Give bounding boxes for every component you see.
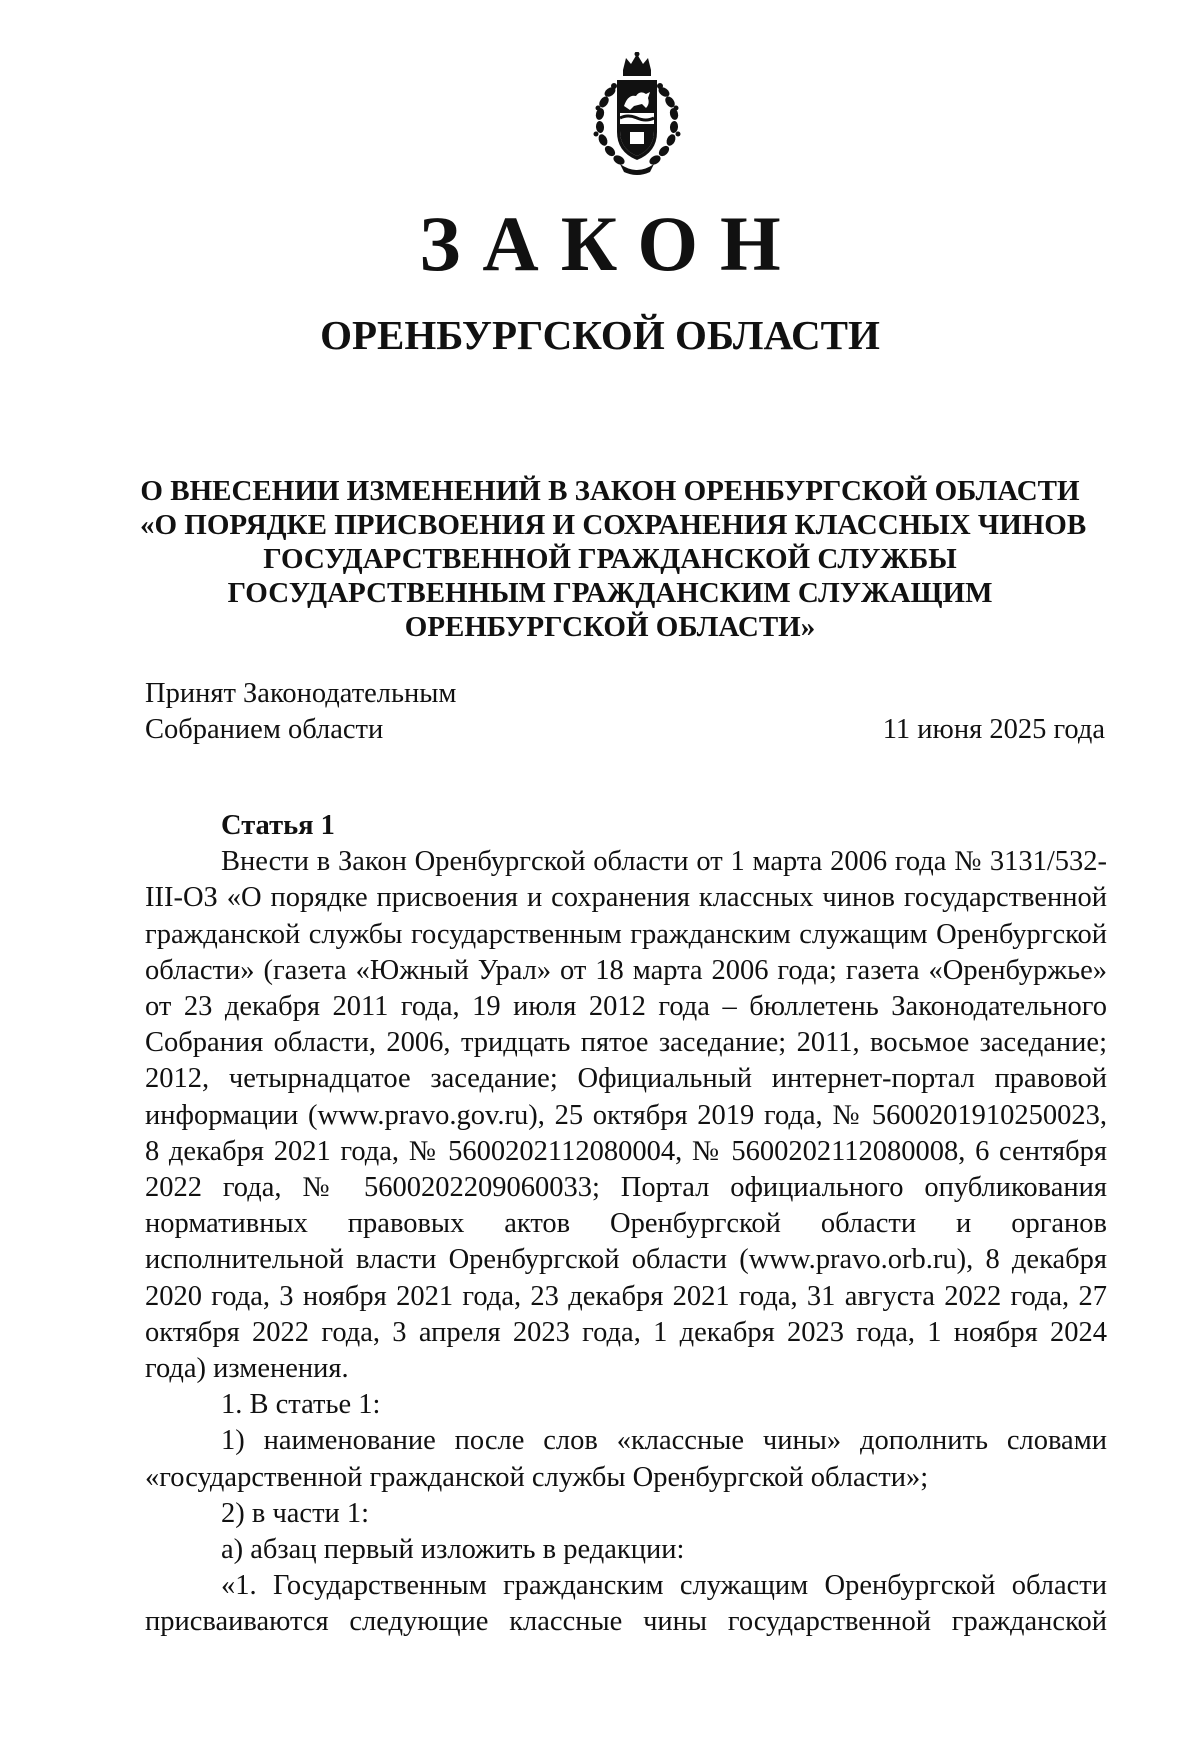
adoption-line-1: Принят Законодательным [145, 678, 457, 709]
article-paragraph: Внести в Закон Оренбургской области от 1 марта 2006 года № 3131/532-III-ОЗ «О порядке присвоения и сохранения классных чинов государственной гражданской службы государственным гражданским служащим Оренбургской области» (газета «Южный Урал» от 18 марта 2006 года; газета «Оренбуржье» от 23 декабря 2011 года, 19 июля 2012 года – бюллетень Законодательного Собрания области, 2006, тридцать пятое заседание; 2011, восьмое заседание; 2012, четырнадцатое заседание; Официальный интернет-портал правовой информации (www.pravo.gov.ru), 25 октября 2019 года, № 5600201910250023, 8 декабря 2021 года, № 5600202112080004, № 5600202112080008, 6 сентября 2022 года, № 5600202209060033; Портал официального опубликования нормативных правовых актов Оренбургской области и органов исполнительной власти Оренбургской области (www.pravo.orb.ru), 8 декабря 2020 года, 3 ноября 2021 года, 23 декабря 2021 года, 31 августа 2022 года, 27 октября 2022 года, 3 апреля 2023 года, 1 декабря 2023 года, 1 ноября 2024 года) изменения. [145, 846, 1107, 1385]
law-subject-line: О ВНЕСЕНИИ ИЗМЕНЕНИЙ В ЗАКОН ОРЕНБУРГСКОЙ ОБЛАСТИ [140, 475, 1080, 507]
article-paragraph: 1. В статье 1: [221, 1389, 381, 1421]
law-subject-line: «О ПОРЯДКЕ ПРИСВОЕНИЯ И СОХРАНЕНИЯ КЛАССНЫХ ЧИНОВ [140, 509, 1087, 541]
adoption-block [145, 676, 1105, 748]
law-subject-line: ГОСУДАРСТВЕННОЙ ГРАЖДАНСКОЙ СЛУЖБЫ [263, 543, 957, 575]
region-title: ОРЕНБУРГСКОЙ ОБЛАСТИ [320, 312, 880, 358]
law-subject-line: ОРЕНБУРГСКОЙ ОБЛАСТИ» [404, 611, 816, 643]
article-heading: Статья 1 [221, 810, 335, 841]
article-paragraph: «1. Государственным гражданским служащим Оренбургской области присваиваются следующие классные чины государственной гражданской [145, 1570, 1107, 1638]
article-paragraph: а) абзац первый изложить в редакции: [221, 1534, 685, 1566]
law-title: ЗАКОН [419, 200, 803, 287]
adoption-line-2: Собранием области [145, 714, 384, 745]
article-paragraph: 2) в части 1: [221, 1497, 370, 1529]
oren-coat-of-arms-icon [590, 52, 684, 178]
article-1 [145, 808, 1107, 1641]
adoption-date: 11 июня 2025 года [882, 714, 1105, 745]
law-subject [140, 474, 1087, 644]
adoption-row [145, 712, 1105, 748]
law-subject-line: ГОСУДАРСТВЕННЫМ ГРАЖДАНСКИМ СЛУЖАЩИМ [227, 577, 993, 609]
article-paragraph: 1) наименование после слов «классные чины» дополнить словами «государственной гражданской службы Оренбургской области»; [145, 1425, 1107, 1493]
